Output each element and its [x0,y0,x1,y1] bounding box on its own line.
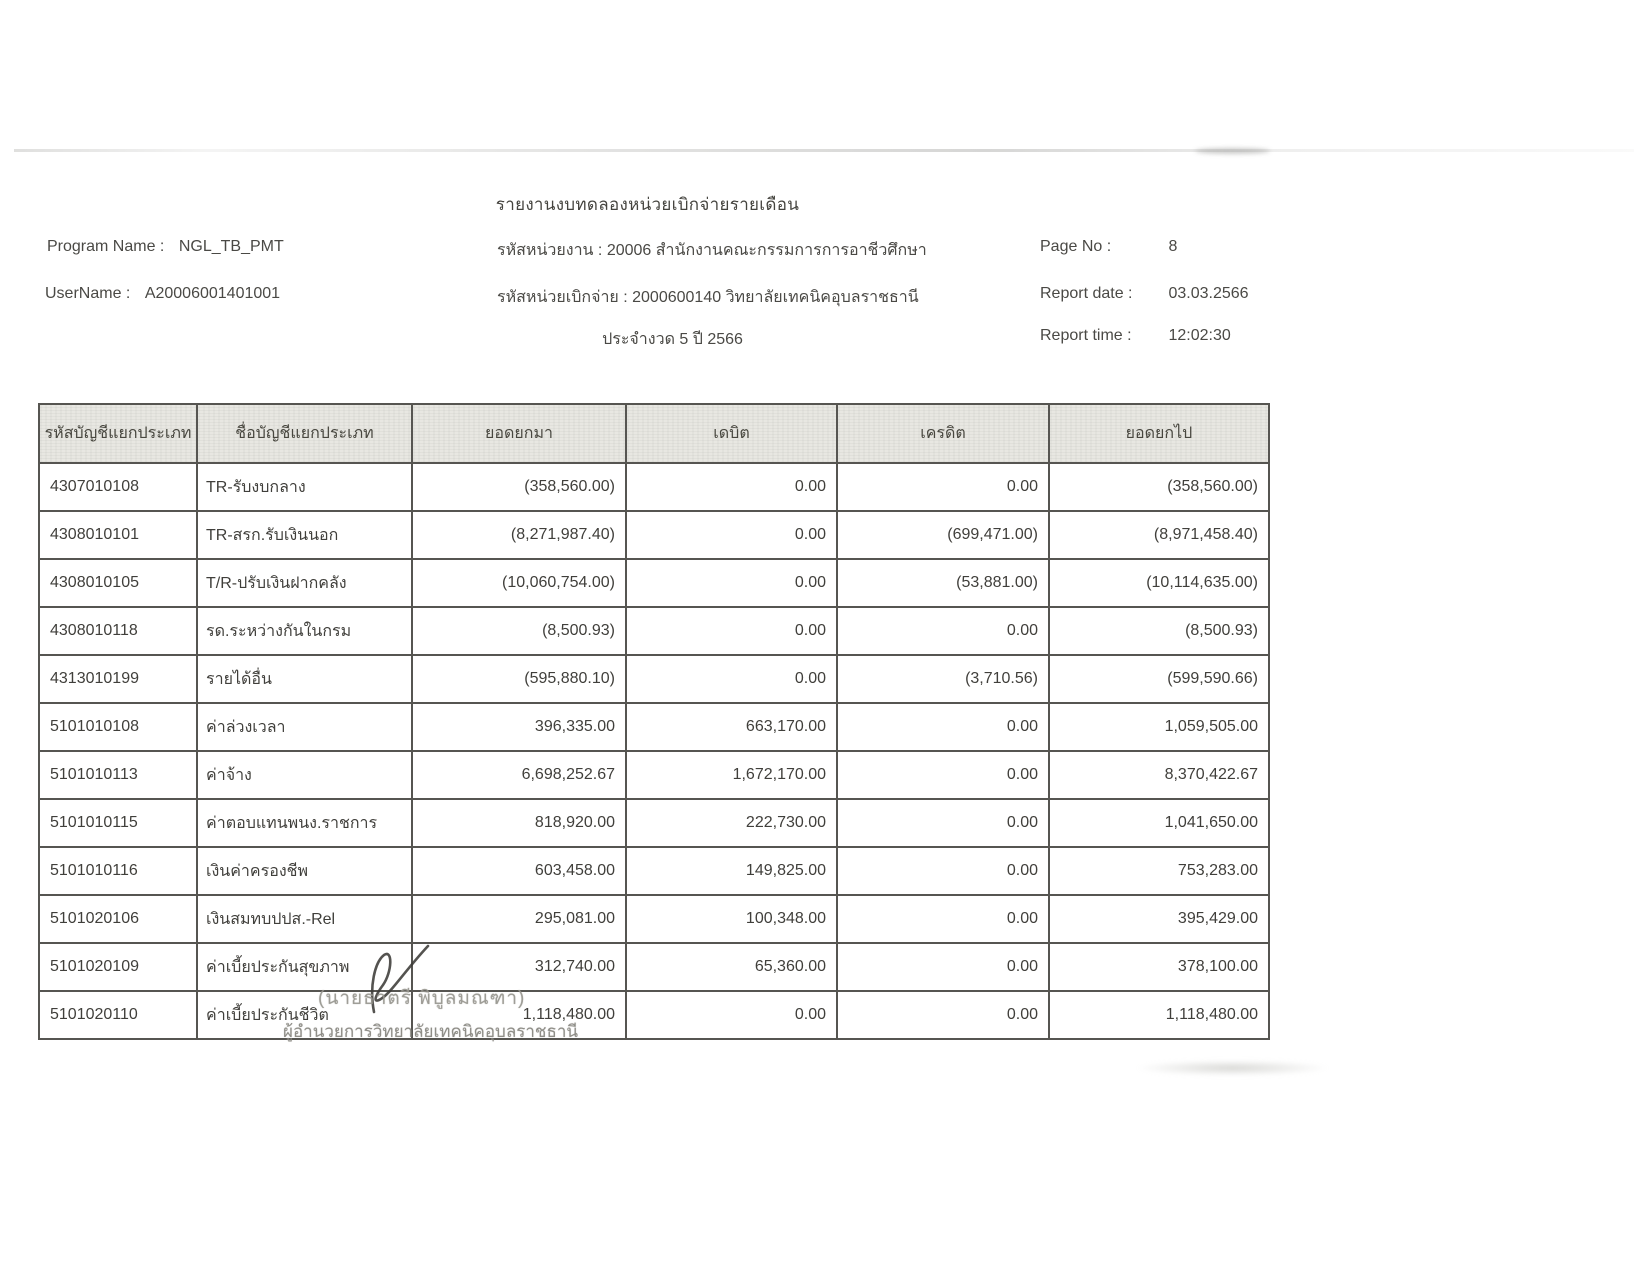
scan-edge-line [14,149,1634,152]
cell-credit: 0.00 [837,607,1049,655]
cell-account-code: 5101010113 [39,751,197,799]
username-value: A20006001401001 [144,285,281,302]
cell-account-name: เงินค่าครองชีพ [197,847,412,895]
table-row [39,703,1269,751]
table-row [39,895,1269,943]
period-line: ประจำงวด 5 ปี 2566 [602,331,743,348]
cell-carry-forward: 396,335.00 [412,703,626,751]
report-time [1040,327,1231,345]
cell-account-code: 5101010116 [39,847,197,895]
cell-account-code: 5101010108 [39,703,197,751]
page-title: รายงานงบทดลองหน่วยเบิกจ่ายรายเดือน [495,195,800,214]
cell-account-code: 5101020106 [39,895,197,943]
report-time-value: 12:02:30 [1168,327,1231,344]
cell-carry-forward: (358,560.00) [412,463,626,511]
disbursement-line: รหัสหน่วยเบิกจ่าย : 2000600140 วิทยาลัยเทคนิคอุบลราชธานี [497,289,919,306]
report-date-label: Report date : [1040,285,1133,302]
table-row [39,463,1269,511]
table-row [39,559,1269,607]
cell-ending-balance: 1,041,650.00 [1049,799,1269,847]
cell-ending-balance: 1,118,480.00 [1049,991,1269,1039]
table-header-row [39,404,1269,463]
program-name [47,238,284,256]
column-header-ending-balance: ยอดยกไป [1049,404,1269,463]
table-row [39,607,1269,655]
signer-name: (นายธาตรี พิบูลมณฑา) [318,988,526,1009]
cell-account-code: 4308010118 [39,607,197,655]
cell-ending-balance: 753,283.00 [1049,847,1269,895]
cell-debit: 1,672,170.00 [626,751,837,799]
signer-title: ผู้อำนวยการวิทยาลัยเทคนิคอุบลราชธานี [283,1022,579,1041]
cell-credit: 0.00 [837,847,1049,895]
cell-debit: 0.00 [626,463,837,511]
cell-credit: (699,471.00) [837,511,1049,559]
cell-carry-forward: (8,271,987.40) [412,511,626,559]
cell-debit: 0.00 [626,559,837,607]
cell-carry-forward: 603,458.00 [412,847,626,895]
cell-carry-forward: 312,740.00 [412,943,626,991]
cell-debit: 100,348.00 [626,895,837,943]
cell-ending-balance: (10,114,635.00) [1049,559,1269,607]
report-date-value: 03.03.2566 [1168,285,1249,302]
program-name-value: NGL_TB_PMT [178,238,284,255]
username [45,285,280,303]
scan-smudge-bottom [1135,1060,1330,1076]
cell-carry-forward: (595,880.10) [412,655,626,703]
page-no-value: 8 [1168,238,1178,255]
cell-account-name: ค่าเบี้ยประกันสุขภาพ [197,943,412,991]
cell-ending-balance: 395,429.00 [1049,895,1269,943]
report-time-label: Report time : [1040,327,1132,344]
cell-carry-forward: 295,081.00 [412,895,626,943]
table-row [39,799,1269,847]
cell-carry-forward: (10,060,754.00) [412,559,626,607]
cell-debit: 149,825.00 [626,847,837,895]
cell-account-name: ค่าตอบแทนพนง.ราชการ [197,799,412,847]
scan-smudge-top [1195,148,1270,154]
table-row [39,511,1269,559]
cell-account-name: รด.ระหว่างกันในกรม [197,607,412,655]
cell-credit: (3,710.56) [837,655,1049,703]
cell-account-name: TR-สรก.รับเงินนอก [197,511,412,559]
cell-debit: 0.00 [626,655,837,703]
cell-debit: 663,170.00 [626,703,837,751]
cell-ending-balance: 378,100.00 [1049,943,1269,991]
username-label: UserName : [45,285,131,302]
page-no [1040,238,1177,256]
column-header-debit: เดบิต [626,404,837,463]
report-date [1040,285,1249,303]
cell-debit: 65,360.00 [626,943,837,991]
cell-credit: 0.00 [837,703,1049,751]
page-no-label: Page No : [1040,238,1112,255]
cell-debit: 0.00 [626,991,837,1039]
cell-account-name: ค่าล่วงเวลา [197,703,412,751]
cell-account-name: ค่าเบี้ยประกันชีวิต [197,991,412,1039]
cell-credit: 0.00 [837,991,1049,1039]
cell-credit: 0.00 [837,799,1049,847]
agency-line: รหัสหน่วยงาน : 20006 สำนักงานคณะกรรมการการอาชีวศึกษา [497,242,927,259]
cell-ending-balance: 1,059,505.00 [1049,703,1269,751]
cell-account-code: 5101010115 [39,799,197,847]
column-header-account-code: รหัสบัญชีแยกประเภท [39,404,197,463]
table-row [39,751,1269,799]
cell-ending-balance: 8,370,422.67 [1049,751,1269,799]
cell-carry-forward: 818,920.00 [412,799,626,847]
cell-account-code: 5101020109 [39,943,197,991]
cell-credit: 0.00 [837,751,1049,799]
cell-ending-balance: (358,560.00) [1049,463,1269,511]
column-header-account-name: ชื่อบัญชีแยกประเภท [197,404,412,463]
table-row [39,655,1269,703]
cell-carry-forward: 1,118,480.00 [412,991,626,1039]
cell-account-code: 4308010101 [39,511,197,559]
cell-debit: 0.00 [626,607,837,655]
table-row [39,991,1269,1039]
cell-credit: (53,881.00) [837,559,1049,607]
cell-account-name: รายได้อื่น [197,655,412,703]
table-body [39,463,1269,1039]
column-header-credit: เครดิต [837,404,1049,463]
cell-carry-forward: (8,500.93) [412,607,626,655]
cell-account-name: TR-รับงบกลาง [197,463,412,511]
cell-credit: 0.00 [837,463,1049,511]
cell-credit: 0.00 [837,895,1049,943]
program-name-label: Program Name : [47,238,165,255]
column-header-carry-forward: ยอดยกมา [412,404,626,463]
cell-account-code: 4313010199 [39,655,197,703]
cell-account-code: 4308010105 [39,559,197,607]
cell-debit: 0.00 [626,511,837,559]
cell-account-code: 4307010108 [39,463,197,511]
cell-ending-balance: (599,590.66) [1049,655,1269,703]
cell-account-code: 5101020110 [39,991,197,1039]
table-row [39,943,1269,991]
cell-debit: 222,730.00 [626,799,837,847]
cell-carry-forward: 6,698,252.67 [412,751,626,799]
trial-balance-table [38,403,1270,1040]
table-row [39,847,1269,895]
cell-ending-balance: (8,971,458.40) [1049,511,1269,559]
cell-account-name: T/R-ปรับเงินฝากคลัง [197,559,412,607]
cell-ending-balance: (8,500.93) [1049,607,1269,655]
cell-account-name: เงินสมทบปปส.-Rel [197,895,412,943]
cell-account-name: ค่าจ้าง [197,751,412,799]
cell-credit: 0.00 [837,943,1049,991]
